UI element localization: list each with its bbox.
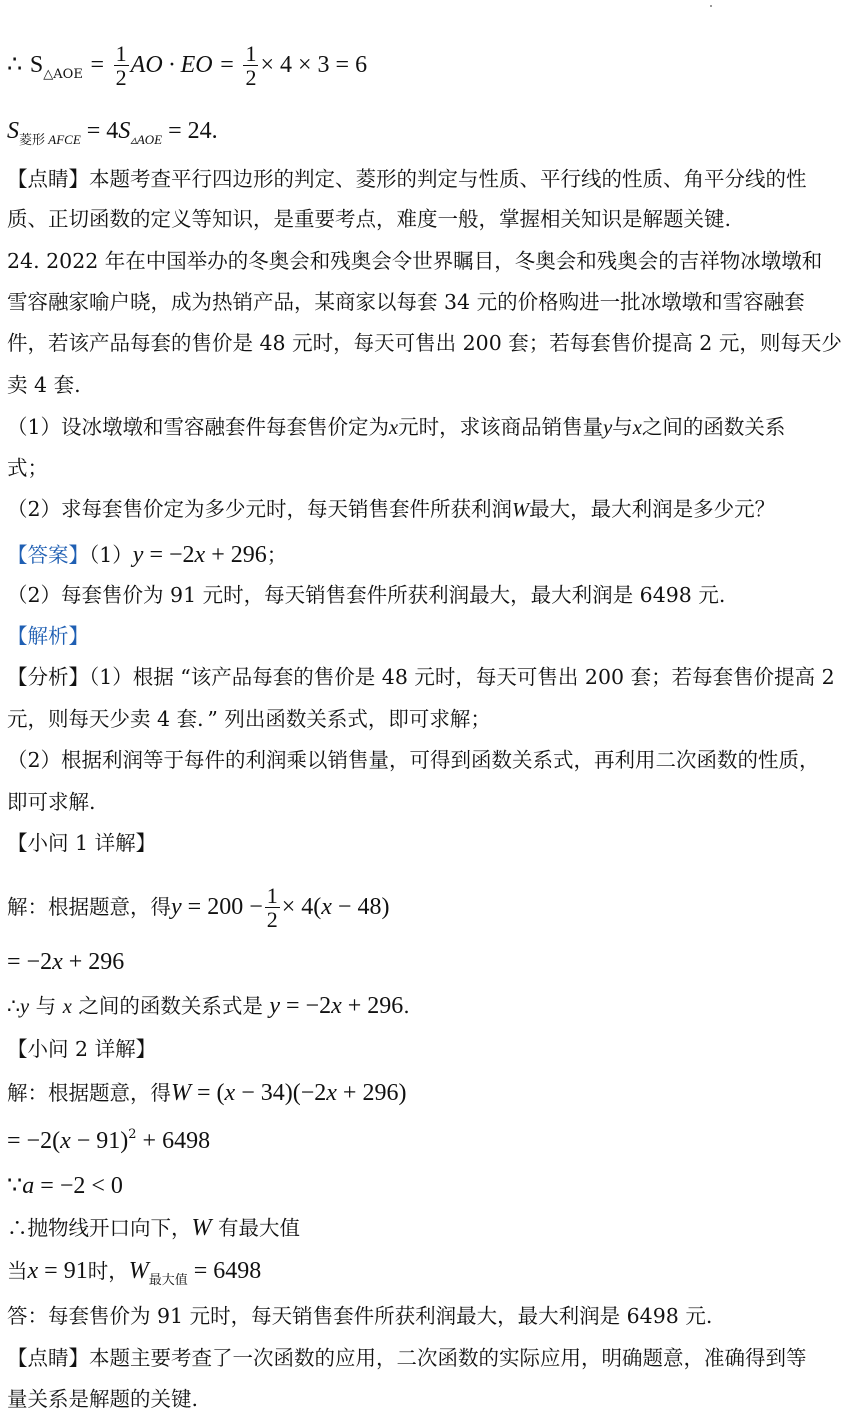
question-line-1: 24. 2022 年在中国举办的冬奥会和残奥会令世界瞩目，冬奥会和残奥会的吉祥物冰墩墩和 bbox=[7, 249, 823, 273]
therefore-symbol: ∴ bbox=[7, 52, 23, 79]
expr: + 296 bbox=[62, 949, 125, 975]
expression-ao-eo: AO · EO bbox=[130, 52, 213, 79]
expr: − 91) bbox=[70, 1128, 129, 1154]
area-rhombus-equation bbox=[7, 115, 835, 149]
rhombus-subscript: 菱形 bbox=[19, 133, 46, 148]
var-x: x bbox=[632, 417, 642, 439]
analysis-line-1: 【分析】（1）根据 “该产品每套的售价是 48 元时，每天可售出 200 套；若每套售价提高 2 bbox=[7, 665, 835, 689]
part2-text-b: 最大，最大利润是多少元？ bbox=[529, 497, 776, 521]
fraction-half: $\frac{1}{2}$ bbox=[245, 41, 257, 91]
expr: = 6498 bbox=[187, 1258, 262, 1284]
prev-comment-line-1: 【点睛】本题考查平行四边形的判定、菱形的判定与性质、平行线的性质、角平分线的性 bbox=[7, 167, 807, 191]
analysis-label: 【解析】 bbox=[7, 624, 89, 648]
var-w: W bbox=[512, 499, 530, 521]
var-x: x bbox=[321, 894, 332, 921]
q1-step-2 bbox=[7, 946, 835, 977]
var-w: W bbox=[171, 1080, 191, 1106]
q2-equation bbox=[7, 1077, 835, 1108]
semicolon: ； bbox=[266, 543, 288, 567]
var-y: y bbox=[269, 993, 281, 1019]
fraction-half: $\frac{1}{2}$ bbox=[266, 883, 278, 933]
question-part-1 bbox=[7, 415, 835, 442]
expression-result: × 4 × 3 = 6 bbox=[260, 52, 368, 79]
q2-parabola bbox=[7, 1213, 835, 1243]
q2-heading: 【小问 2 详解】 bbox=[7, 1037, 157, 1061]
var-y: y bbox=[603, 417, 613, 439]
var-x: x bbox=[224, 1080, 236, 1106]
part1-text-d: 之间的函数关系 bbox=[641, 415, 786, 439]
expr: = 91 bbox=[38, 1258, 88, 1284]
var-a: a bbox=[22, 1173, 35, 1199]
expr: = 200 − bbox=[181, 894, 263, 921]
because-symbol: ∵ bbox=[7, 1173, 23, 1199]
text: 与 bbox=[29, 994, 63, 1018]
area-aoe-equation bbox=[7, 42, 835, 89]
expr: = −2 < 0 bbox=[34, 1173, 123, 1199]
equals-four: = 4 bbox=[80, 118, 119, 144]
q1-conclusion bbox=[7, 990, 835, 1021]
analysis-line-4: 即可求解. bbox=[7, 790, 96, 814]
var-x: x bbox=[52, 949, 63, 975]
answer-part-1 bbox=[7, 539, 835, 570]
expr: = −2( bbox=[7, 1128, 61, 1154]
part1-text-b: 元时，求该商品销售量 bbox=[398, 415, 604, 439]
expr: × 4( bbox=[281, 894, 322, 921]
q2-max-value bbox=[7, 1255, 835, 1289]
text: 时， bbox=[87, 1259, 129, 1283]
answer-p1-prefix: （1） bbox=[89, 543, 133, 567]
therefore-symbol: ∴ bbox=[7, 996, 21, 1018]
equals-sign: = bbox=[90, 52, 105, 79]
expr: + 296 bbox=[341, 993, 404, 1019]
var-y: y bbox=[171, 894, 182, 921]
var-x: x bbox=[27, 1258, 39, 1284]
analysis-line-3: （2）根据利润等于每件的利润乘以销售量，可得到函数关系式，再利用二次函数的性质， bbox=[7, 748, 820, 772]
period: . bbox=[403, 994, 410, 1018]
q2-because bbox=[7, 1170, 835, 1201]
scan-speck bbox=[710, 5, 712, 7]
question-line-3: 件，若该产品每套的售价是 48 元时，每天可售出 200 套；若每套售价提高 2 元，则每天少 bbox=[7, 331, 842, 355]
period: . bbox=[211, 118, 218, 144]
var-x: x bbox=[194, 542, 206, 568]
area-subscript: △AOE bbox=[43, 67, 83, 83]
var-x: x bbox=[389, 417, 399, 439]
q2-step-2 bbox=[7, 1125, 835, 1156]
q2-intro: 解：根据题意，得 bbox=[7, 1081, 171, 1105]
question-part-2 bbox=[7, 497, 835, 524]
fraction-half: $\frac{1}{2}$ bbox=[115, 41, 127, 91]
text: 之间的函数关系式是 bbox=[71, 994, 270, 1018]
expr: = −2 bbox=[280, 993, 332, 1019]
expr: = ( bbox=[191, 1080, 225, 1106]
expr: + 296 bbox=[205, 542, 267, 568]
q2-comment-line-2: 量关系是解题的关键. bbox=[7, 1387, 199, 1411]
var-y: y bbox=[20, 996, 30, 1018]
q2-answer-line: 答：每套售价为 91 元时，每天销售套件所获利润最大，最大利润是 6498 元. bbox=[7, 1304, 713, 1328]
question-line-4: 卖 4 套. bbox=[7, 373, 81, 397]
prev-comment-line-2: 质、正切函数的定义等知识，是重要考点，难度一般，掌握相关知识是解题关键. bbox=[7, 207, 732, 231]
area-symbol: S bbox=[29, 52, 44, 79]
var-x: x bbox=[62, 996, 72, 1018]
expr: − 48) bbox=[331, 894, 390, 921]
var-x: x bbox=[331, 993, 342, 1019]
q1-intro: 解：根据题意，得 bbox=[7, 895, 171, 920]
part2-text-a: （2）求每套售价定为多少元时，每天销售套件所获利润 bbox=[7, 497, 513, 521]
expr: + 6498 bbox=[136, 1128, 211, 1154]
var-w: W bbox=[191, 1215, 212, 1241]
text: ∴抛物线开口向下， bbox=[7, 1216, 192, 1240]
var-y: y bbox=[132, 542, 144, 568]
q2-comment-line-1: 【点睛】本题主要考查了一次函数的应用，二次函数的实际应用，明确题意，准确得到等 bbox=[7, 1346, 807, 1370]
question-part-1-cont: 式； bbox=[7, 456, 48, 480]
part1-text-c: 与 bbox=[612, 415, 633, 439]
answer-label: 【答案】 bbox=[7, 543, 89, 567]
var-w: W bbox=[128, 1258, 149, 1284]
text: 有最大值 bbox=[211, 1216, 301, 1240]
question-line-2: 雪容融家喻户晓，成为热销产品，某商家以每套 34 元的价格购进一批冰墩墩和雪容融套 bbox=[7, 290, 805, 314]
max-subscript: 最大值 bbox=[148, 1273, 188, 1288]
rhombus-result: = 24 bbox=[162, 118, 212, 144]
expr: − 34)(−2 bbox=[235, 1080, 327, 1106]
text: 当 bbox=[7, 1259, 28, 1283]
aoe-subscript: ▵AOE bbox=[130, 132, 163, 147]
equals-sign: = bbox=[220, 52, 234, 79]
area-symbol: S bbox=[7, 118, 19, 144]
exponent: 2 bbox=[128, 1127, 137, 1142]
answer-part-2: （2）每套售价为 91 元时，每天销售套件所获利润最大，最大利润是 6498 元. bbox=[7, 583, 726, 607]
expr: + 296) bbox=[336, 1080, 407, 1106]
var-x: x bbox=[326, 1080, 337, 1106]
expr: = −2 bbox=[143, 542, 195, 568]
part1-text-a: （1）设冰墩墩和雪容融套件每套售价定为 bbox=[7, 415, 390, 439]
q1-heading: 【小问 1 详解】 bbox=[7, 831, 157, 855]
analysis-line-2: 元，则每天少卖 4 套．” 列出函数关系式，即可求解； bbox=[7, 707, 491, 731]
q1-equation bbox=[7, 884, 835, 931]
var-x: x bbox=[60, 1128, 71, 1154]
rhombus-subscript-letters: AFCE bbox=[45, 132, 81, 147]
area-symbol: S bbox=[118, 118, 131, 144]
expr: = −2 bbox=[7, 949, 53, 975]
